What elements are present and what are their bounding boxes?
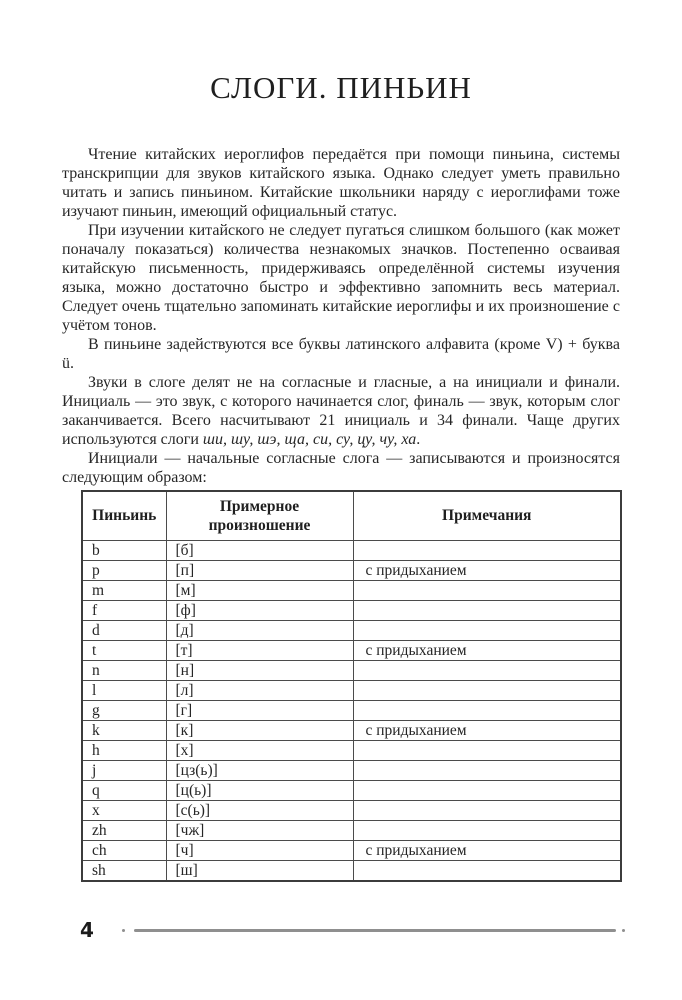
pronunciation-cell: [б] — [166, 540, 353, 560]
italic-text: ши, шу, шэ, ща, си, су, цу, чу, ха — [202, 431, 417, 448]
pronunciation-cell: [т] — [166, 640, 353, 660]
column-header: Примерное произношение — [166, 491, 353, 540]
initials-table — [81, 490, 622, 882]
pronunciation-cell: [чж] — [166, 820, 353, 840]
pinyin-cell: f — [82, 600, 166, 620]
paragraph — [62, 449, 620, 487]
pronunciation-cell: [п] — [166, 560, 353, 580]
pronunciation-cell: [ц(ь)] — [166, 780, 353, 800]
pinyin-cell: d — [82, 620, 166, 640]
paragraph — [62, 145, 620, 221]
pronunciation-cell: [ф] — [166, 600, 353, 620]
pinyin-cell: m — [82, 580, 166, 600]
pinyin-cell: b — [82, 540, 166, 560]
column-header: Пиньинь — [82, 491, 166, 540]
text-segment: Звуки в слоге делят не на согласные и гласные, а на инициали и финали. Инициаль — это звук, с которого начинается слог, финаль — звук, которым слог заканчивается. Всего насчитывают 21 инициаль и 34 финали. Чаще других используются слоги — [62, 374, 620, 448]
pronunciation-cell: [г] — [166, 700, 353, 720]
pinyin-cell: t — [82, 640, 166, 660]
pinyin-cell: q — [82, 780, 166, 800]
table-row — [82, 720, 621, 740]
footer-dot-right — [622, 929, 625, 932]
table-row — [82, 620, 621, 640]
table-row — [82, 600, 621, 620]
notes-cell — [353, 740, 621, 760]
text-segment: Чтение китайских иероглифов передаётся при помощи пиньина, системы транскрипции для звуков китайского языка. Однако следует уметь правильно читать и запись пиньином. Китайские школьники наряду с иероглифами тоже изучают пиньин, имеющий официальный статус. — [62, 146, 620, 220]
footer-dot-left — [122, 929, 125, 932]
table-row — [82, 560, 621, 580]
paragraph — [62, 373, 620, 449]
notes-cell — [353, 680, 621, 700]
table-row — [82, 800, 621, 820]
notes-cell — [353, 800, 621, 820]
notes-cell — [353, 820, 621, 840]
page-footer — [80, 916, 625, 944]
notes-cell: с придыханием — [353, 840, 621, 860]
notes-cell — [353, 780, 621, 800]
pronunciation-cell: [м] — [166, 580, 353, 600]
paragraph — [62, 221, 620, 335]
column-header: Примечания — [353, 491, 621, 540]
table-row — [82, 760, 621, 780]
notes-cell — [353, 660, 621, 680]
pinyin-cell: zh — [82, 820, 166, 840]
pinyin-cell: x — [82, 800, 166, 820]
pinyin-cell: j — [82, 760, 166, 780]
table-head-row — [82, 491, 621, 540]
notes-cell — [353, 600, 621, 620]
pronunciation-cell: [л] — [166, 680, 353, 700]
pinyin-cell: k — [82, 720, 166, 740]
table-row — [82, 680, 621, 700]
text-segment: . — [416, 431, 421, 448]
pinyin-cell: l — [82, 680, 166, 700]
table-row — [82, 860, 621, 881]
table-body — [82, 540, 621, 881]
table-row — [82, 840, 621, 860]
pronunciation-cell: [к] — [166, 720, 353, 740]
pinyin-cell: g — [82, 700, 166, 720]
pronunciation-cell: [ш] — [166, 860, 353, 881]
notes-cell — [353, 540, 621, 560]
text-segment: При изучении китайского не следует пугаться слишком большого (как может поначалу показаться) количества незнакомых значков. Постепенно осваивая китайскую письменность, придерживаясь определённой системы изучения языка, можно достаточно быстро и эффективно запомнить весь материал. Следует очень тщательно запоминать китайские иероглифы и их произношение с учётом тонов. — [62, 222, 620, 334]
notes-cell: с придыханием — [353, 560, 621, 580]
notes-cell: с придыханием — [353, 720, 621, 740]
pronunciation-cell: [д] — [166, 620, 353, 640]
table-row — [82, 660, 621, 680]
table-row — [82, 640, 621, 660]
text-segment: Инициали — начальные согласные слога — записываются и произносятся следующим образом: — [62, 450, 620, 486]
footer-rule — [134, 929, 616, 932]
table-row — [82, 540, 621, 560]
pronunciation-cell: [х] — [166, 740, 353, 760]
body-paragraphs — [62, 145, 620, 487]
page-title: СЛОГИ. ПИНЬИН — [210, 70, 472, 105]
table-row — [82, 580, 621, 600]
pronunciation-cell: [цз(ь)] — [166, 760, 353, 780]
notes-cell — [353, 620, 621, 640]
notes-cell — [353, 580, 621, 600]
table-row — [82, 780, 621, 800]
paragraph — [62, 335, 620, 373]
pinyin-cell: h — [82, 740, 166, 760]
pinyin-cell: ch — [82, 840, 166, 860]
pronunciation-cell: [с(ь)] — [166, 800, 353, 820]
pronunciation-cell: [ч] — [166, 840, 353, 860]
table-row — [82, 740, 621, 760]
table-row — [82, 820, 621, 840]
notes-cell — [353, 760, 621, 780]
notes-cell: с придыханием — [353, 640, 621, 660]
page-number: 4 — [80, 918, 94, 942]
notes-cell — [353, 860, 621, 881]
pinyin-cell: p — [82, 560, 166, 580]
pinyin-cell: sh — [82, 860, 166, 881]
table-row — [82, 700, 621, 720]
notes-cell — [353, 700, 621, 720]
pronunciation-cell: [н] — [166, 660, 353, 680]
pinyin-cell: n — [82, 660, 166, 680]
text-segment: В пиньине задействуются все буквы латинского алфавита (кроме V) + буква ü. — [62, 336, 620, 372]
